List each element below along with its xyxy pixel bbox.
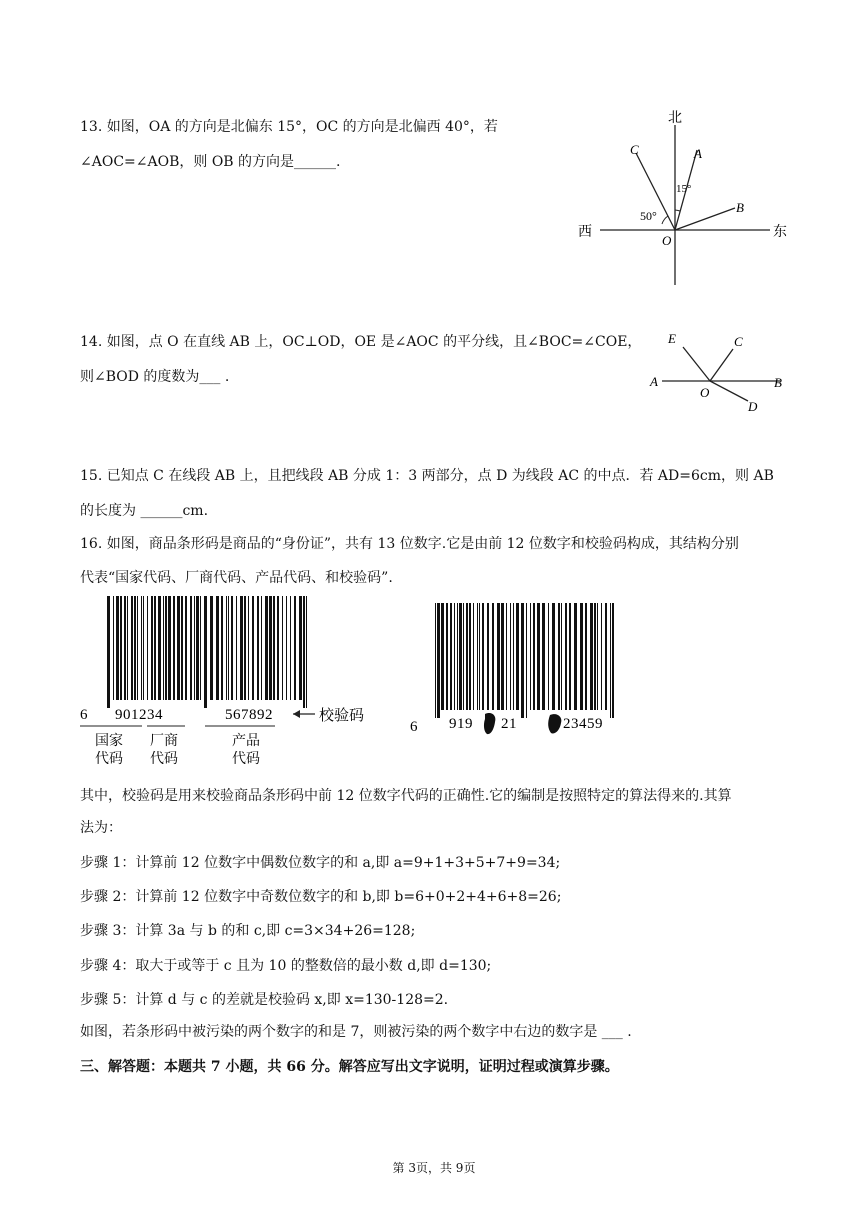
barcode-bar <box>194 596 195 700</box>
barcode-bar <box>181 596 183 700</box>
barcode-bar <box>530 603 531 710</box>
barcode-bar <box>127 596 128 700</box>
q16-step5: 步骤 5：计算 d 与 c 的差就是校验码 x,即 x=130-128=2. <box>80 992 449 1008</box>
barcode-bar <box>441 603 444 710</box>
maker-code-label-1: 厂商 <box>150 734 178 749</box>
barcode-bar <box>134 596 136 700</box>
q16-para1: 其中，校验码是用来校验商品条形码中前 12 位数字代码的正确性.它的编制是按照特定的算法得来的.其算 <box>80 788 732 804</box>
q16-step4: 步骤 4：取大于或等于 c 且为 10 的整数倍的最小数 d,即 d=130; <box>80 958 492 974</box>
label-B: B <box>774 375 782 390</box>
barcode-bar <box>552 603 555 710</box>
barcode-bar <box>450 603 452 710</box>
barcode-bar <box>510 603 511 710</box>
barcode-2-bars <box>435 603 614 718</box>
barcode-bar <box>158 596 161 700</box>
barcode-bar <box>120 596 122 700</box>
barcode-bar <box>151 596 153 700</box>
q16-step3: 步骤 3：计算 3a 与 b 的和 c,即 c=3×34+26=128; <box>80 923 416 939</box>
barcode-bar <box>306 596 307 708</box>
barcode-1 <box>75 590 405 770</box>
barcode-bar <box>273 596 275 700</box>
label-O: O <box>662 233 672 248</box>
label-O: O <box>700 385 710 400</box>
barcode-bar <box>597 603 598 710</box>
label-E: E <box>668 331 676 346</box>
barcode-bar <box>294 596 296 700</box>
barcode-bar <box>501 603 504 710</box>
barcode-bar <box>506 603 507 710</box>
country-code-label-2: 代码 <box>95 752 123 767</box>
barcode-bar <box>147 596 148 700</box>
barcode-bar <box>190 596 192 700</box>
q15-line2: 的长度为 ______cm. <box>80 503 209 519</box>
q16-question: 如图，若条形码中被污染的两个数字的和是 7，则被污染的两个数字中右边的数字是 ___ . <box>80 1024 632 1040</box>
barcode-bar <box>585 603 587 710</box>
barcode-bar <box>569 603 571 710</box>
barcode-bar <box>228 596 229 700</box>
stain-mark-2 <box>548 714 561 733</box>
barcode-bar <box>435 603 436 718</box>
barcode-bar <box>513 603 514 710</box>
barcode-bar <box>196 596 199 700</box>
barcode-bar <box>580 603 583 710</box>
q16-line1: 16. 如图，商品条形码是商品的“身份证”，共有 13 位数字.它是由前 12 位数字和校验码构成，其结构分别 <box>80 536 739 552</box>
q16-step1: 步骤 1：计算前 12 位数字中偶数位数字的和 a,即 a=9+1+3+5+7+9=34; <box>80 855 561 871</box>
q13-line2: ∠AOC=∠AOB，则 OB 的方向是______. <box>80 154 341 170</box>
barcode-bar <box>574 603 577 710</box>
barcode-bar <box>240 596 243 700</box>
angle-50-label: 50° <box>640 209 657 223</box>
barcode-bar <box>216 596 219 700</box>
stain-mark-1 <box>484 713 495 734</box>
barcode-bar <box>210 596 213 700</box>
label-D: D <box>748 399 758 414</box>
barcode-bar <box>299 596 302 700</box>
east-label: 东 <box>773 225 787 240</box>
check-digit-label: 校验码 <box>319 708 365 724</box>
q16-step2: 步骤 2：计算前 12 位数字中奇数位数字的和 b,即 b=6+0+2+4+6+8=26; <box>80 889 562 905</box>
barcode-bar <box>265 596 268 700</box>
barcode-bar <box>185 596 187 700</box>
barcode-bar <box>277 596 279 700</box>
barcode-bar <box>565 603 567 710</box>
barcode-bar <box>257 596 259 700</box>
q16-para2: 法为： <box>80 820 122 836</box>
barcode-2-mid-digits: 919 <box>449 716 473 732</box>
product-code-label-2: 代码 <box>232 752 260 767</box>
barcode-2-mid-digits-2: 21 <box>501 716 517 732</box>
q13-line1: 13. 如图，OA 的方向是北偏东 15°，OC 的方向是北偏西 40°，若 <box>80 119 498 135</box>
label-A: A <box>694 146 702 161</box>
barcode-bar <box>173 596 175 700</box>
barcode-bar <box>282 596 283 700</box>
barcode-bar <box>466 603 468 710</box>
barcode-1-right-digits: 567892 <box>225 707 273 723</box>
barcode-bar <box>113 596 114 700</box>
barcode-bar <box>437 603 440 718</box>
q15-line1: 15. 已知点 C 在线段 AB 上，且把线段 AB 分成 1：3 两部分，点 D 为线段 AC 的中点．若 AD=6cm，则 AB <box>80 468 774 484</box>
barcode-bar <box>612 603 614 718</box>
barcode-2-right-digits: 23459 <box>563 716 603 732</box>
angle-15-label: 15° <box>676 183 692 195</box>
barcode-bar <box>497 603 500 710</box>
barcode-bar <box>165 596 167 700</box>
barcode-bar <box>124 596 126 700</box>
barcode-bar <box>457 603 458 710</box>
label-B: B <box>736 200 744 215</box>
section-3-heading: 三、解答题：本题共 7 小题，共 66 分。解答应写出文字说明，证明过程或演算步骤。 <box>80 1059 619 1075</box>
barcode-bar <box>482 603 484 710</box>
barcode-bar <box>269 596 272 700</box>
barcode-bar <box>226 596 227 700</box>
barcode-bar <box>542 603 545 710</box>
q14-line1: 14. 如图，点 O 在直线 AB 上，OC⊥OD，OE 是∠AOC 的平分线，且∠BOC=∠COE， <box>80 334 642 350</box>
barcode-bar <box>463 603 464 710</box>
barcode-bar <box>236 596 237 700</box>
barcode-bar <box>303 596 305 708</box>
barcode-bar <box>548 603 549 710</box>
barcode-bar <box>290 596 291 700</box>
barcode-bar <box>143 596 144 700</box>
barcode-bar <box>561 603 562 710</box>
barcode-bar <box>459 603 462 710</box>
barcode-bar <box>594 603 596 710</box>
barcode-bar <box>154 596 156 700</box>
barcode-2-first-digit: 6 <box>410 719 418 735</box>
barcode-1-mid-digits: 901234 <box>115 707 163 723</box>
product-code-label-1: 产品 <box>232 734 260 749</box>
barcode-bar <box>446 603 448 710</box>
barcode-bar <box>590 603 593 710</box>
q14-angle-figure <box>640 325 800 420</box>
barcode-bar <box>492 603 494 710</box>
barcode-bar <box>204 596 207 708</box>
label-C: C <box>630 142 639 157</box>
barcode-bar <box>469 603 471 710</box>
barcode-bar <box>221 596 223 700</box>
barcode-bar <box>516 603 519 710</box>
barcode-bar <box>473 603 474 710</box>
barcode-bar <box>168 596 171 700</box>
barcode-bar <box>537 603 540 710</box>
barcode-bar <box>231 596 233 700</box>
barcode-bar <box>261 596 262 700</box>
q16-line2: 代表“国家代码、厂商代码、产品代码、和校验码”. <box>80 570 393 586</box>
q14-line2: 则∠BOD 的度数为___ . <box>80 369 230 385</box>
barcode-bar <box>521 603 524 718</box>
barcode-bar <box>107 596 110 708</box>
barcode-bar <box>248 596 249 700</box>
barcode-bar <box>533 603 535 710</box>
barcode-bar <box>454 603 455 710</box>
north-label: 北 <box>668 111 682 126</box>
barcode-bar <box>479 603 480 710</box>
west-label: 西 <box>578 225 592 240</box>
barcode-bar <box>200 596 201 700</box>
barcode-bar <box>177 596 180 700</box>
barcode-2 <box>405 595 645 745</box>
barcode-bar <box>526 603 527 718</box>
barcode-bar <box>605 603 607 710</box>
barcode-bar <box>286 596 287 700</box>
label-C: C <box>734 334 743 349</box>
label-A: A <box>650 374 658 389</box>
barcode-bar <box>558 603 560 710</box>
barcode-bar <box>131 596 133 700</box>
maker-code-label-2: 代码 <box>150 752 178 767</box>
barcode-bar <box>477 603 478 710</box>
barcode-bar <box>116 596 119 700</box>
barcode-bar <box>244 596 246 700</box>
page-footer: 第 3页，共 9页 <box>392 1161 476 1175</box>
barcode-bar <box>163 596 164 700</box>
barcode-1-first-digit: 6 <box>80 707 88 723</box>
barcode-bar <box>252 596 254 700</box>
barcode-bar <box>601 603 602 710</box>
barcode-bar <box>487 603 489 710</box>
q13-direction-figure <box>570 110 800 290</box>
barcode-bar <box>141 596 142 700</box>
country-code-label-1: 国家 <box>95 734 123 749</box>
barcode-bar <box>137 596 138 700</box>
barcode-bar <box>610 603 611 718</box>
barcode-1-bars <box>107 596 307 708</box>
